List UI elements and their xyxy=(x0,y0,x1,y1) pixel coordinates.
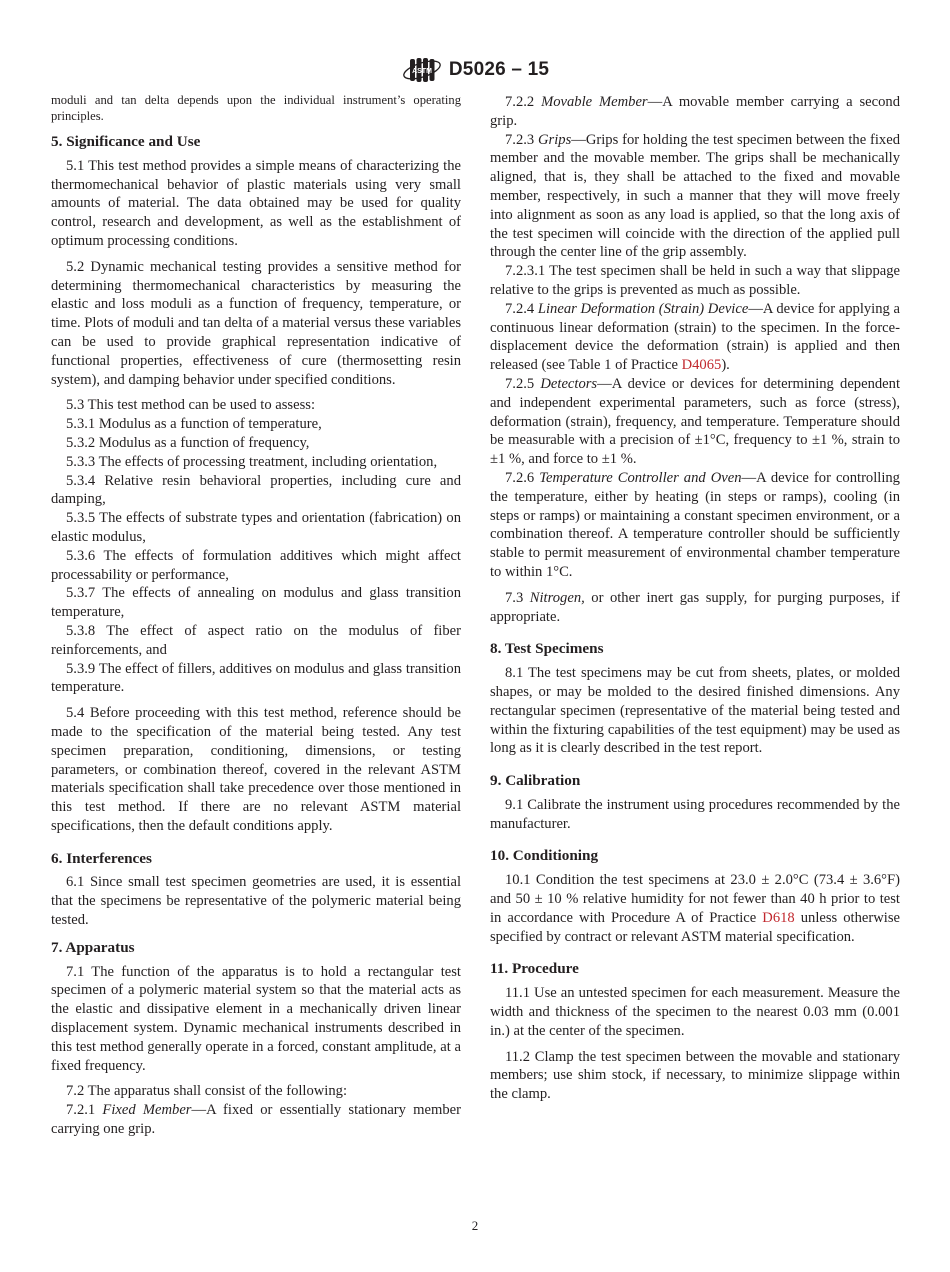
paragraph-11-1: 11.1 Use an untested specimen for each measurement. Measure the width and thickness of the specimen to the nearest 0.03 mm (0.001 in.) at the center of the specimen. xyxy=(490,985,900,1039)
paragraph-7-2-3-1: 7.2.3.1 The test specimen shall be held in such a way that slippage relative to the grips is prevented as much as possible. xyxy=(490,263,900,298)
paragraph-7-2-1 xyxy=(51,1101,461,1139)
paragraph-8-1: 8.1 The test specimens may be cut from sheets, plates, or molded shapes, or may be molded to the desired finished dimensions. Any rectangular specimen (representative of the material being tested and within the fixturing capabilities of the test equipment) may be used as long as it is clearly described in the test report. xyxy=(490,665,900,757)
clause-number: 7.2.5 xyxy=(505,375,541,392)
clause-text: —A device for controlling the temperature, either by heating (in steps or ramps), cooling (in steps or ramps) or maintaining a constant specimen environment, or a combination thereof. A temperature controller should be sufficiently stable to permit measurement of environmental chamber temperature to within 1°C. xyxy=(490,469,900,580)
continued-paragraph: moduli and tan delta depends upon the individual instrument’s operating principles. xyxy=(51,93,461,123)
section-heading-6: 6. Interferences xyxy=(51,849,152,867)
paragraph-5-3-2: 5.3.2 Modulus as a function of frequency, xyxy=(66,434,310,451)
clause-text: —Grips for holding the test specimen between the fixed member and the movable member. The grips shall be mechanically aligned, that is, they shall be attached to the fixed and movable member, respectively, in such a manner that they will move freely into alignment as soon as any load is applied, so that the long axis of the test specimen will coincide with the direction of the applied pull through the center line of the grip assembly. xyxy=(490,131,900,261)
paragraph-11-2: 11.2 Clamp the test specimen between the movable and stationary members; use shim stock, if necessary, to minimize slippage within the clamp. xyxy=(490,1048,900,1103)
clause-number: 7.2.3 xyxy=(505,131,538,148)
right-column xyxy=(490,93,900,1104)
term: Detectors xyxy=(540,375,598,392)
paragraph-7-2-3 xyxy=(490,131,900,263)
section-heading-5: 5. Significance and Use xyxy=(51,133,201,150)
paragraph-9-1: 9.1 Calibrate the instrument using procedures recommended by the manufacturer. xyxy=(490,796,900,832)
paragraph-7-2-2 xyxy=(490,93,900,131)
paragraph-5-3: 5.3 This test method can be used to assess: xyxy=(66,397,316,414)
paragraph-7-2-5 xyxy=(490,375,900,469)
paragraph-5-2: 5.2 Dynamic mechanical testing provides a sensitive method for determining thermomechanical characteristics by measuring the elastic and loss moduli as a function of frequency, temperature, or time. Plots of moduli and tan delta of a material versus these variables can be used to provide graphical representation indicative of functional properties, effectiveness of cure (thermosetting resin system), and damping behavior under specified conditions. xyxy=(51,258,461,388)
paragraph-5-3-6: 5.3.6 The effects of formulation additives which might affect processability or performance, xyxy=(51,547,461,583)
paragraph-5-3-8: 5.3.8 The effect of aspect ratio on the modulus of fiber reinforcements, and xyxy=(51,622,461,658)
term: Linear Deformation (Strain) Device xyxy=(537,300,749,317)
section-heading-8: 8. Test Specimens xyxy=(490,640,604,658)
clause-number: 7.3 xyxy=(505,589,530,606)
paragraph-7-3 xyxy=(490,589,900,627)
paragraph-5-3-1: 5.3.1 Modulus as a function of temperature, xyxy=(66,416,322,433)
page-number: 2 xyxy=(471,1218,479,1233)
paragraph-7-2: 7.2 The apparatus shall consist of the following: xyxy=(66,1083,348,1100)
link-d618[interactable]: D618 xyxy=(762,909,795,926)
paragraph-6-1: 6.1 Since small test specimen geometries are used, it is essential that the specimens be representative of the polymeric material being tested. xyxy=(51,874,461,929)
term: Nitrogen, xyxy=(529,589,585,606)
term: Grips xyxy=(538,131,572,148)
document-id: D5026 – 15 xyxy=(448,59,550,80)
paragraph-7-2-4 xyxy=(490,300,900,375)
svg-text:ASTM: ASTM xyxy=(411,68,432,75)
clause-text: —A movable member carrying a second grip. xyxy=(490,94,900,129)
clause-number: 7.2.1 xyxy=(66,1102,103,1119)
section-heading-9: 9. Calibration xyxy=(490,772,581,790)
clause-text: —A device for applying a continuous linear deformation (strain) to the specimen. In the force-displacement device the deformation (strain) is applied and then released (see Table 1 of Practice xyxy=(490,300,900,374)
clause-text: —A device or devices for determining dependent and independent experimental parameters, such as force (stress), deformation (strain), frequency, and temperature. Temperature should be measurable with a precision of ±1°C, frequency to ±1 %, strain to ±1 %, and force to ±1 %. xyxy=(490,375,900,468)
clause-text: or other inert gas supply, for purging purposes, if appropriate. xyxy=(490,589,900,625)
section-heading-10: 10. Conditioning xyxy=(490,847,599,865)
left-column xyxy=(51,93,461,1139)
clause-text: ). xyxy=(721,357,730,374)
astm-logo-icon xyxy=(401,56,443,84)
clause-text: unless otherwise specified by contract or relevant ASTM material specification. xyxy=(490,909,900,945)
page-header xyxy=(0,55,950,85)
term: Temperature Controller and Oven xyxy=(539,469,742,486)
clause-text: —A fixed or essentially stationary member carrying one grip. xyxy=(51,1102,461,1138)
section-heading-7: 7. Apparatus xyxy=(51,938,135,956)
paragraph-10-1 xyxy=(490,871,900,946)
paragraph-5-3-5: 5.3.5 The effects of substrate types and orientation (fabrication) on elastic modulus, xyxy=(51,510,461,545)
paragraph-5-3-3: 5.3.3 The effects of processing treatment, including orientation, xyxy=(66,453,438,470)
link-d4065[interactable]: D4065 xyxy=(681,357,722,374)
clause-text: 10.1 Condition the test specimens at 23.0 ± 2.0°C (73.4 ± 3.6°F) and 50 ± 10 % relative humidity for not fewer than 40 h prior to test in accordance with Procedure A of Practice xyxy=(490,872,900,926)
paragraph-5-3-7: 5.3.7 The effects of annealing on modulus and glass transition temperature, xyxy=(51,585,461,621)
clause-number: 7.2.6 xyxy=(505,469,540,486)
clause-number: 7.2.4 xyxy=(505,300,538,317)
term: Fixed Member xyxy=(102,1102,192,1119)
paragraph-5-1: 5.1 This test method provides a simple means of characterizing the thermomechanical behavior of plastic materials using very small amounts of material. The data obtained may be used for quality control, research and development, as well as the establishment of optimum processing conditions. xyxy=(51,157,461,249)
term: Movable Member xyxy=(541,94,648,110)
paragraph-5-4: 5.4 Before proceeding with this test method, reference should be made to the specification of the material being tested. Any test specimen preparation, conditioning, dimensions, or testing parameters, or combination thereof, covered in the relevant ASTM materials specification shall take precedence over those mentioned in this test method. If there are no relevant ASTM material specifications, then the default conditions apply. xyxy=(51,705,461,834)
paragraph-7-1: 7.1 The function of the apparatus is to hold a rectangular test specimen of a polymeric material system so that the material acts as the elastic and dissipative element in a mechanically driven linear displacement system. Dynamic mechanical instruments described in this test method generally operate in a forced, constant amplitude, at a fixed frequency. xyxy=(51,963,461,1074)
section-heading-11: 11. Procedure xyxy=(490,960,579,978)
clause-number: 7.2.2 xyxy=(505,94,542,110)
paragraph-7-2-6 xyxy=(490,469,900,582)
paragraph-5-3-4: 5.3.4 Relative resin behavioral properties, including cure and damping, xyxy=(51,472,461,508)
paragraph-5-3-9: 5.3.9 The effect of fillers, additives on modulus and glass transition temperature. xyxy=(51,660,461,696)
